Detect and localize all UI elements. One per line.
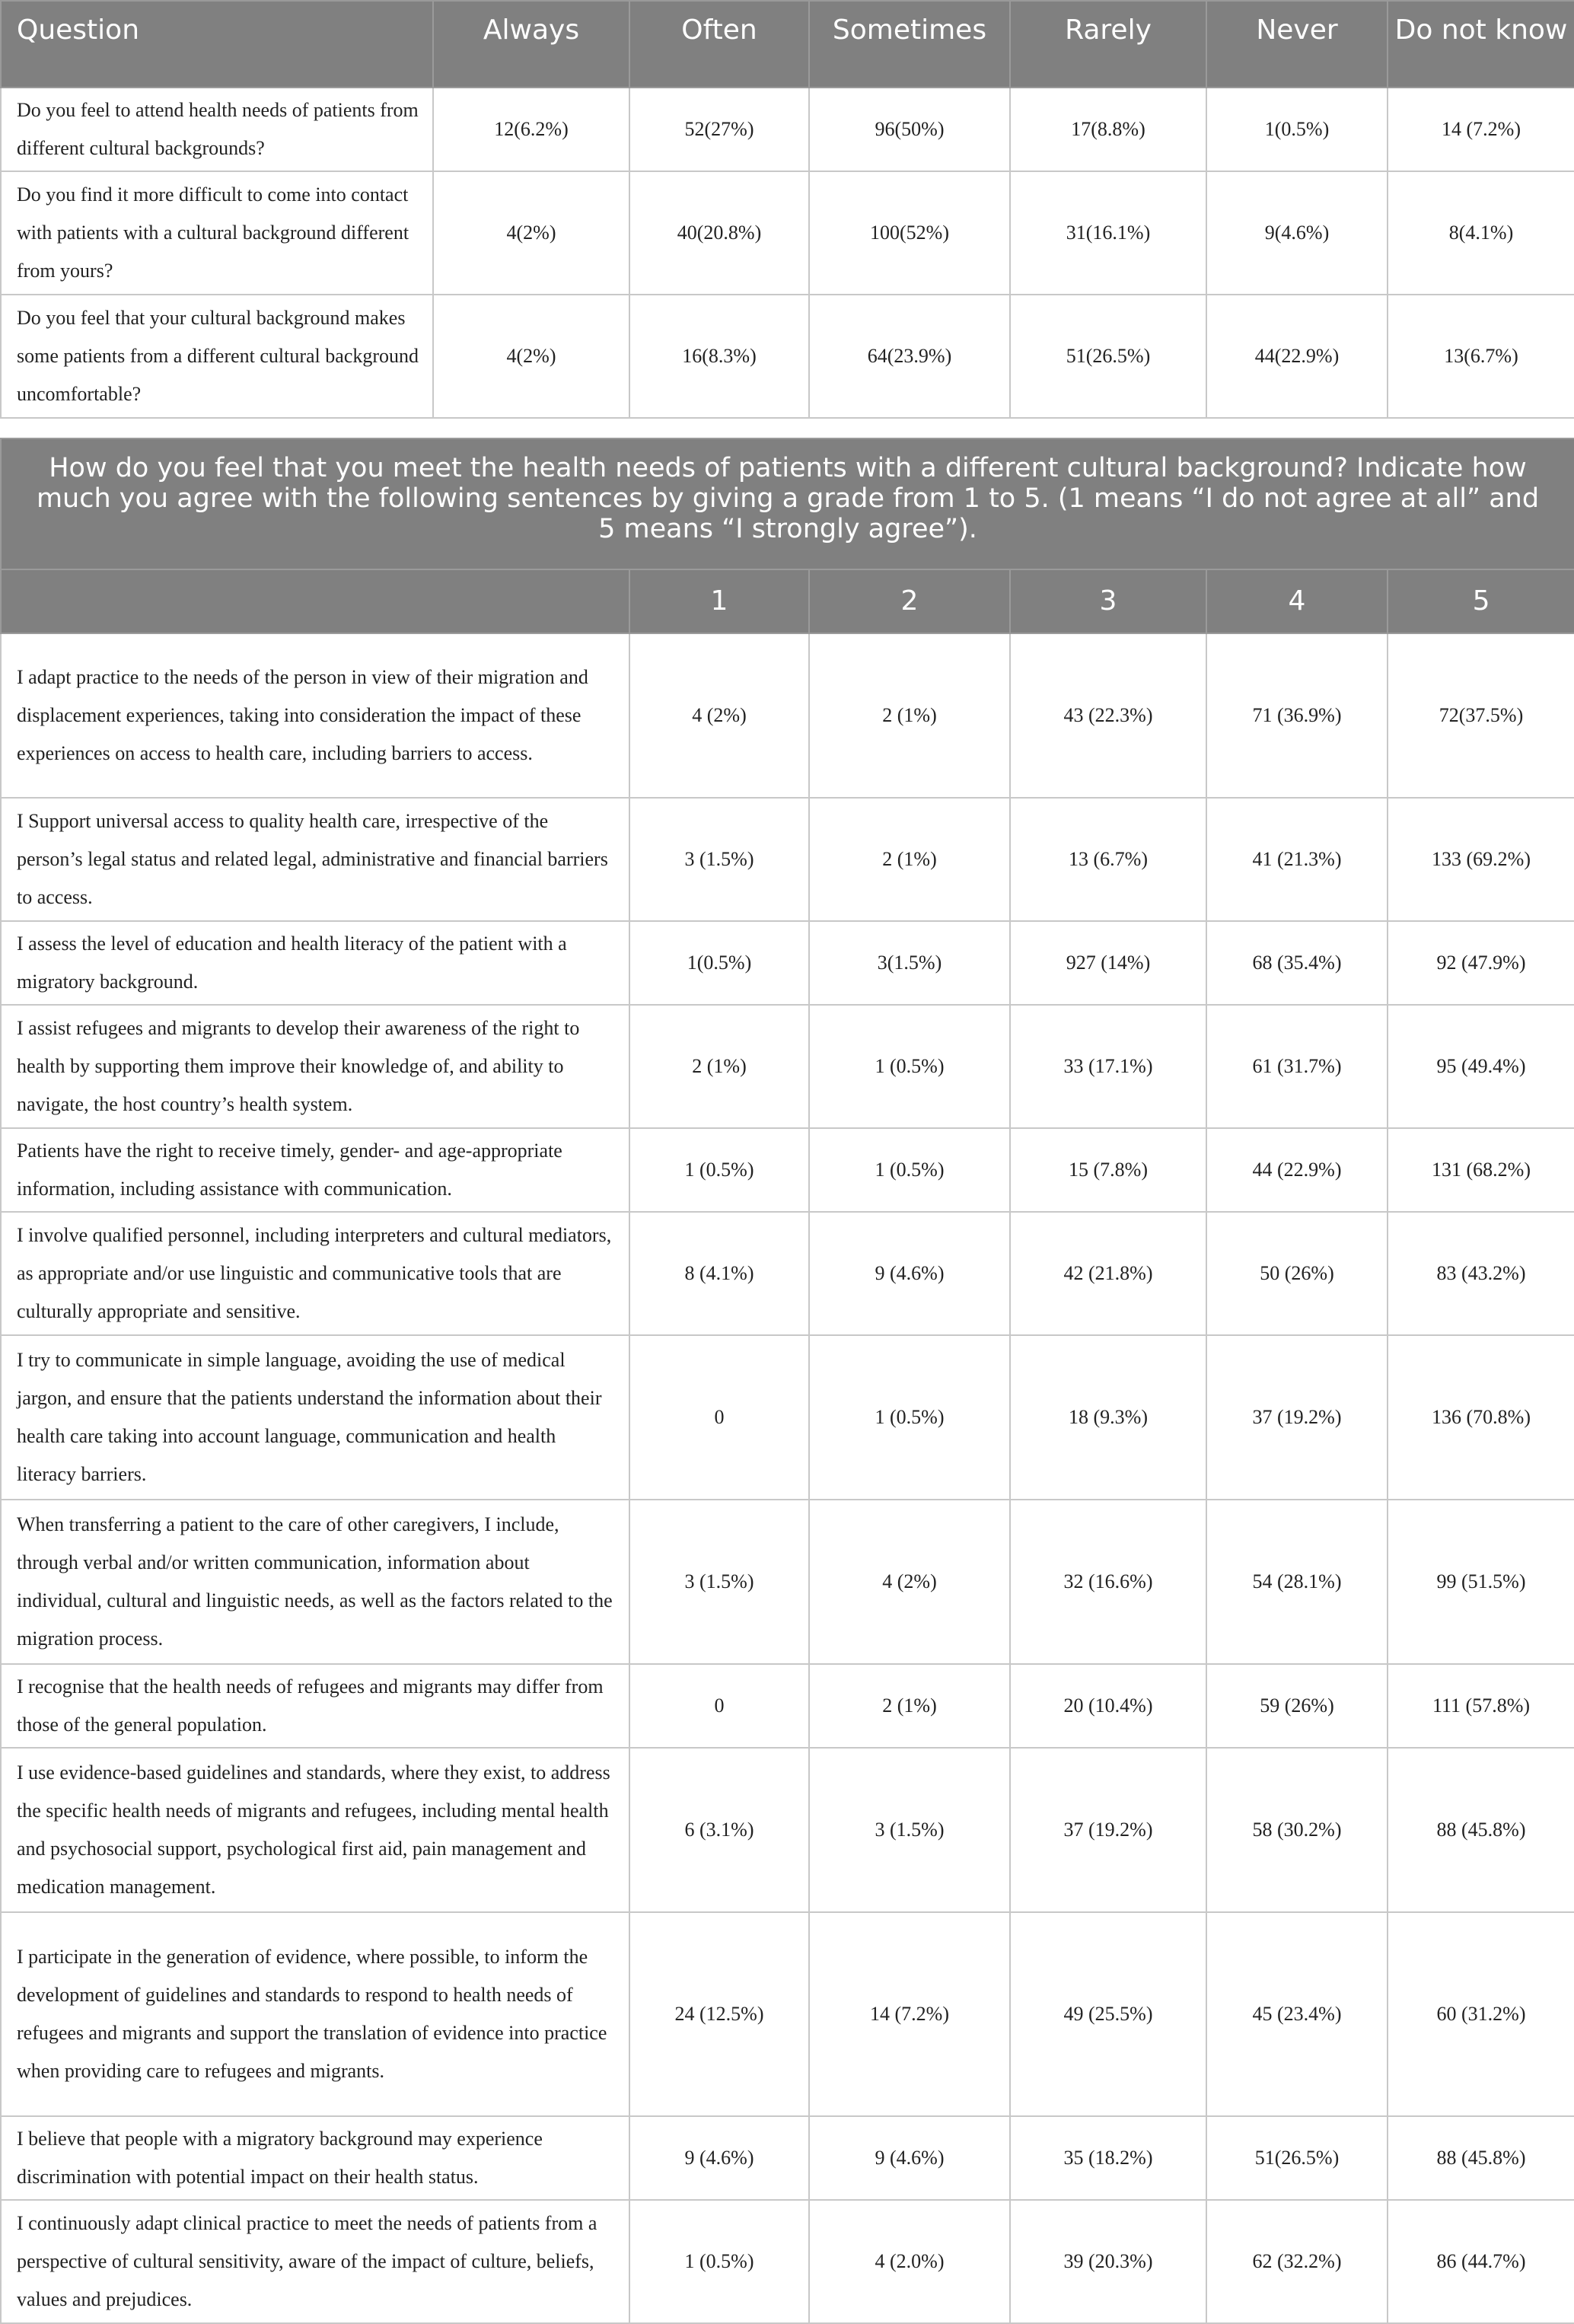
statement-cell: I assess the level of education and health literacy of the patient with a migratory background. — [1, 921, 629, 1005]
table-row — [1, 633, 1574, 798]
value-cell: 4(2%) — [433, 171, 629, 295]
table-row — [1, 1335, 1574, 1500]
value-cell: 3 (1.5%) — [629, 798, 809, 921]
value-cell: 3(1.5%) — [809, 921, 1010, 1005]
value-cell: 83 (43.2%) — [1388, 1212, 1574, 1335]
value-cell: 4 (2%) — [809, 1500, 1010, 1664]
col-header-do-not-know: Do not know — [1388, 1, 1574, 88]
value-cell: 1(0.5%) — [1206, 88, 1388, 171]
value-cell: 111 (57.8%) — [1388, 1664, 1574, 1748]
value-cell: 8(4.1%) — [1388, 171, 1574, 295]
statement-cell: I try to communicate in simple language, avoiding the use of medical jargon, and ensure that the patients understand the information about their health care taking into account language, communication and health literacy barriers. — [1, 1335, 629, 1500]
statement-cell: I Support universal access to quality health care, irrespective of the person’s legal status and related legal, administrative and financial barriers to access. — [1, 798, 629, 921]
value-cell: 1(0.5%) — [629, 921, 809, 1005]
value-cell: 68 (35.4%) — [1206, 921, 1388, 1005]
value-cell: 64(23.9%) — [809, 295, 1010, 418]
statement-cell: I use evidence-based guidelines and standards, where they exist, to address the specific health needs of migrants and refugees, including mental health and psychosocial support, psychological first aid, pain management and medication management. — [1, 1748, 629, 1912]
value-cell: 61 (31.7%) — [1206, 1005, 1388, 1128]
value-cell: 42 (21.8%) — [1010, 1212, 1206, 1335]
col-header-often: Often — [629, 1, 809, 88]
col-header-5: 5 — [1388, 569, 1574, 633]
value-cell: 32 (16.6%) — [1010, 1500, 1206, 1664]
value-cell: 40(20.8%) — [629, 171, 809, 295]
value-cell: 1 (0.5%) — [809, 1005, 1010, 1128]
value-cell: 96(50%) — [809, 88, 1010, 171]
value-cell: 45 (23.4%) — [1206, 1912, 1388, 2116]
value-cell: 95 (49.4%) — [1388, 1005, 1574, 1128]
value-cell: 136 (70.8%) — [1388, 1335, 1574, 1500]
value-cell: 3 (1.5%) — [809, 1748, 1010, 1912]
value-cell: 8 (4.1%) — [629, 1212, 809, 1335]
value-cell: 1 (0.5%) — [809, 1335, 1010, 1500]
value-cell: 14 (7.2%) — [1388, 88, 1574, 171]
col-header-4: 4 — [1206, 569, 1388, 633]
value-cell: 0 — [629, 1664, 809, 1748]
table-row — [1, 1128, 1574, 1212]
value-cell: 60 (31.2%) — [1388, 1912, 1574, 2116]
agreement-intro: How do you feel that you meet the health needs of patients with a different cultural background? Indicate how much you agree with the following sentences by giving a grade from 1 to 5. (1 means “I do not agree at all” and 5 means “I strongly agree”). — [1, 438, 1574, 569]
value-cell: 44(22.9%) — [1206, 295, 1388, 418]
col-header-sometimes: Sometimes — [809, 1, 1010, 88]
value-cell: 33 (17.1%) — [1010, 1005, 1206, 1128]
value-cell: 37 (19.2%) — [1206, 1335, 1388, 1500]
statement-cell: I continuously adapt clinical practice to meet the needs of patients from a perspective of cultural sensitivity, aware of the impact of culture, beliefs, values and prejudices. — [1, 2200, 629, 2323]
value-cell: 1 (0.5%) — [809, 1128, 1010, 1212]
value-cell: 9 (4.6%) — [809, 1212, 1010, 1335]
value-cell: 86 (44.7%) — [1388, 2200, 1574, 2323]
value-cell: 71 (36.9%) — [1206, 633, 1388, 798]
value-cell: 99 (51.5%) — [1388, 1500, 1574, 1664]
col-header-2: 2 — [809, 569, 1010, 633]
question-cell: Do you feel that your cultural background makes some patients from a different cultural background uncomfortable? — [1, 295, 433, 418]
value-cell: 43 (22.3%) — [1010, 633, 1206, 798]
value-cell: 15 (7.8%) — [1010, 1128, 1206, 1212]
value-cell: 44 (22.9%) — [1206, 1128, 1388, 1212]
col-header-3: 3 — [1010, 569, 1206, 633]
value-cell: 58 (30.2%) — [1206, 1748, 1388, 1912]
statement-cell: Patients have the right to receive timely, gender- and age-appropriate information, including assistance with communication. — [1, 1128, 629, 1212]
value-cell: 1 (0.5%) — [629, 1128, 809, 1212]
col-header-statement — [1, 569, 629, 633]
statement-cell: I believe that people with a migratory background may experience discrimination with potential impact on their health status. — [1, 2116, 629, 2200]
value-cell: 131 (68.2%) — [1388, 1128, 1574, 1212]
value-cell: 88 (45.8%) — [1388, 1748, 1574, 1912]
frequency-table — [0, 0, 1574, 419]
statement-cell: I participate in the generation of evidence, where possible, to inform the development of guidelines and standards to respond to health needs of refugees and migrants and support the translation of evidence into practice when providing care to refugees and migrants. — [1, 1912, 629, 2116]
table-row — [1, 1500, 1574, 1664]
value-cell: 100(52%) — [809, 171, 1010, 295]
value-cell: 51(26.5%) — [1206, 2116, 1388, 2200]
value-cell: 59 (26%) — [1206, 1664, 1388, 1748]
statement-cell: I assist refugees and migrants to develop their awareness of the right to health by supporting them improve their knowledge of, and ability to navigate, the host country’s health system. — [1, 1005, 629, 1128]
table-row — [1, 921, 1574, 1005]
value-cell: 14 (7.2%) — [809, 1912, 1010, 2116]
value-cell: 88 (45.8%) — [1388, 2116, 1574, 2200]
value-cell: 50 (26%) — [1206, 1212, 1388, 1335]
value-cell: 927 (14%) — [1010, 921, 1206, 1005]
table-row — [1, 1748, 1574, 1912]
value-cell: 49 (25.5%) — [1010, 1912, 1206, 2116]
col-header-rarely: Rarely — [1010, 1, 1206, 88]
table-row — [1, 1912, 1574, 2116]
value-cell: 2 (1%) — [629, 1005, 809, 1128]
table-row — [1, 171, 1574, 295]
statement-cell: When transferring a patient to the care of other caregivers, I include, through verbal and/or written communication, information about individual, cultural and linguistic needs, as well as the factors related to the migration process. — [1, 1500, 629, 1664]
table-row — [1, 88, 1574, 171]
value-cell: 4 (2%) — [629, 633, 809, 798]
table-row — [1, 798, 1574, 921]
value-cell: 2 (1%) — [809, 633, 1010, 798]
table-row — [1, 2200, 1574, 2323]
col-header-always: Always — [433, 1, 629, 88]
value-cell: 12(6.2%) — [433, 88, 629, 171]
agreement-table-body — [1, 633, 1574, 2323]
value-cell: 0 — [629, 1335, 809, 1500]
statement-cell: I involve qualified personnel, including interpreters and cultural mediators, as appropriate and/or use linguistic and communicative tools that are culturally appropriate and sensitive. — [1, 1212, 629, 1335]
col-header-question: Question — [1, 1, 433, 88]
value-cell: 16(8.3%) — [629, 295, 809, 418]
statement-cell: I recognise that the health needs of refugees and migrants may differ from those of the general population. — [1, 1664, 629, 1748]
table-row — [1, 2116, 1574, 2200]
value-cell: 17(8.8%) — [1010, 88, 1206, 171]
value-cell: 31(16.1%) — [1010, 171, 1206, 295]
statement-cell: I adapt practice to the needs of the person in view of their migration and displacement experiences, taking into consideration the impact of these experiences on access to health care, including barriers to access. — [1, 633, 629, 798]
value-cell: 37 (19.2%) — [1010, 1748, 1206, 1912]
value-cell: 54 (28.1%) — [1206, 1500, 1388, 1664]
value-cell: 2 (1%) — [809, 1664, 1010, 1748]
value-cell: 3 (1.5%) — [629, 1500, 809, 1664]
value-cell: 4 (2.0%) — [809, 2200, 1010, 2323]
question-cell: Do you find it more difficult to come into contact with patients with a cultural background different from yours? — [1, 171, 433, 295]
col-header-1: 1 — [629, 569, 809, 633]
table-row — [1, 1664, 1574, 1748]
value-cell: 2 (1%) — [809, 798, 1010, 921]
value-cell: 6 (3.1%) — [629, 1748, 809, 1912]
value-cell: 13 (6.7%) — [1010, 798, 1206, 921]
value-cell: 51(26.5%) — [1010, 295, 1206, 418]
value-cell: 4(2%) — [433, 295, 629, 418]
value-cell: 9 (4.6%) — [809, 2116, 1010, 2200]
table-row — [1, 1212, 1574, 1335]
value-cell: 18 (9.3%) — [1010, 1335, 1206, 1500]
agreement-table — [0, 438, 1574, 2324]
value-cell: 39 (20.3%) — [1010, 2200, 1206, 2323]
value-cell: 1 (0.5%) — [629, 2200, 809, 2323]
value-cell: 20 (10.4%) — [1010, 1664, 1206, 1748]
value-cell: 41 (21.3%) — [1206, 798, 1388, 921]
value-cell: 72(37.5%) — [1388, 633, 1574, 798]
value-cell: 13(6.7%) — [1388, 295, 1574, 418]
value-cell: 9(4.6%) — [1206, 171, 1388, 295]
value-cell: 35 (18.2%) — [1010, 2116, 1206, 2200]
value-cell: 62 (32.2%) — [1206, 2200, 1388, 2323]
value-cell: 24 (12.5%) — [629, 1912, 809, 2116]
question-cell: Do you feel to attend health needs of patients from different cultural backgrounds? — [1, 88, 433, 171]
value-cell: 133 (69.2%) — [1388, 798, 1574, 921]
col-header-never: Never — [1206, 1, 1388, 88]
table-row — [1, 295, 1574, 418]
value-cell: 9 (4.6%) — [629, 2116, 809, 2200]
value-cell: 92 (47.9%) — [1388, 921, 1574, 1005]
table-row — [1, 1005, 1574, 1128]
value-cell: 52(27%) — [629, 88, 809, 171]
